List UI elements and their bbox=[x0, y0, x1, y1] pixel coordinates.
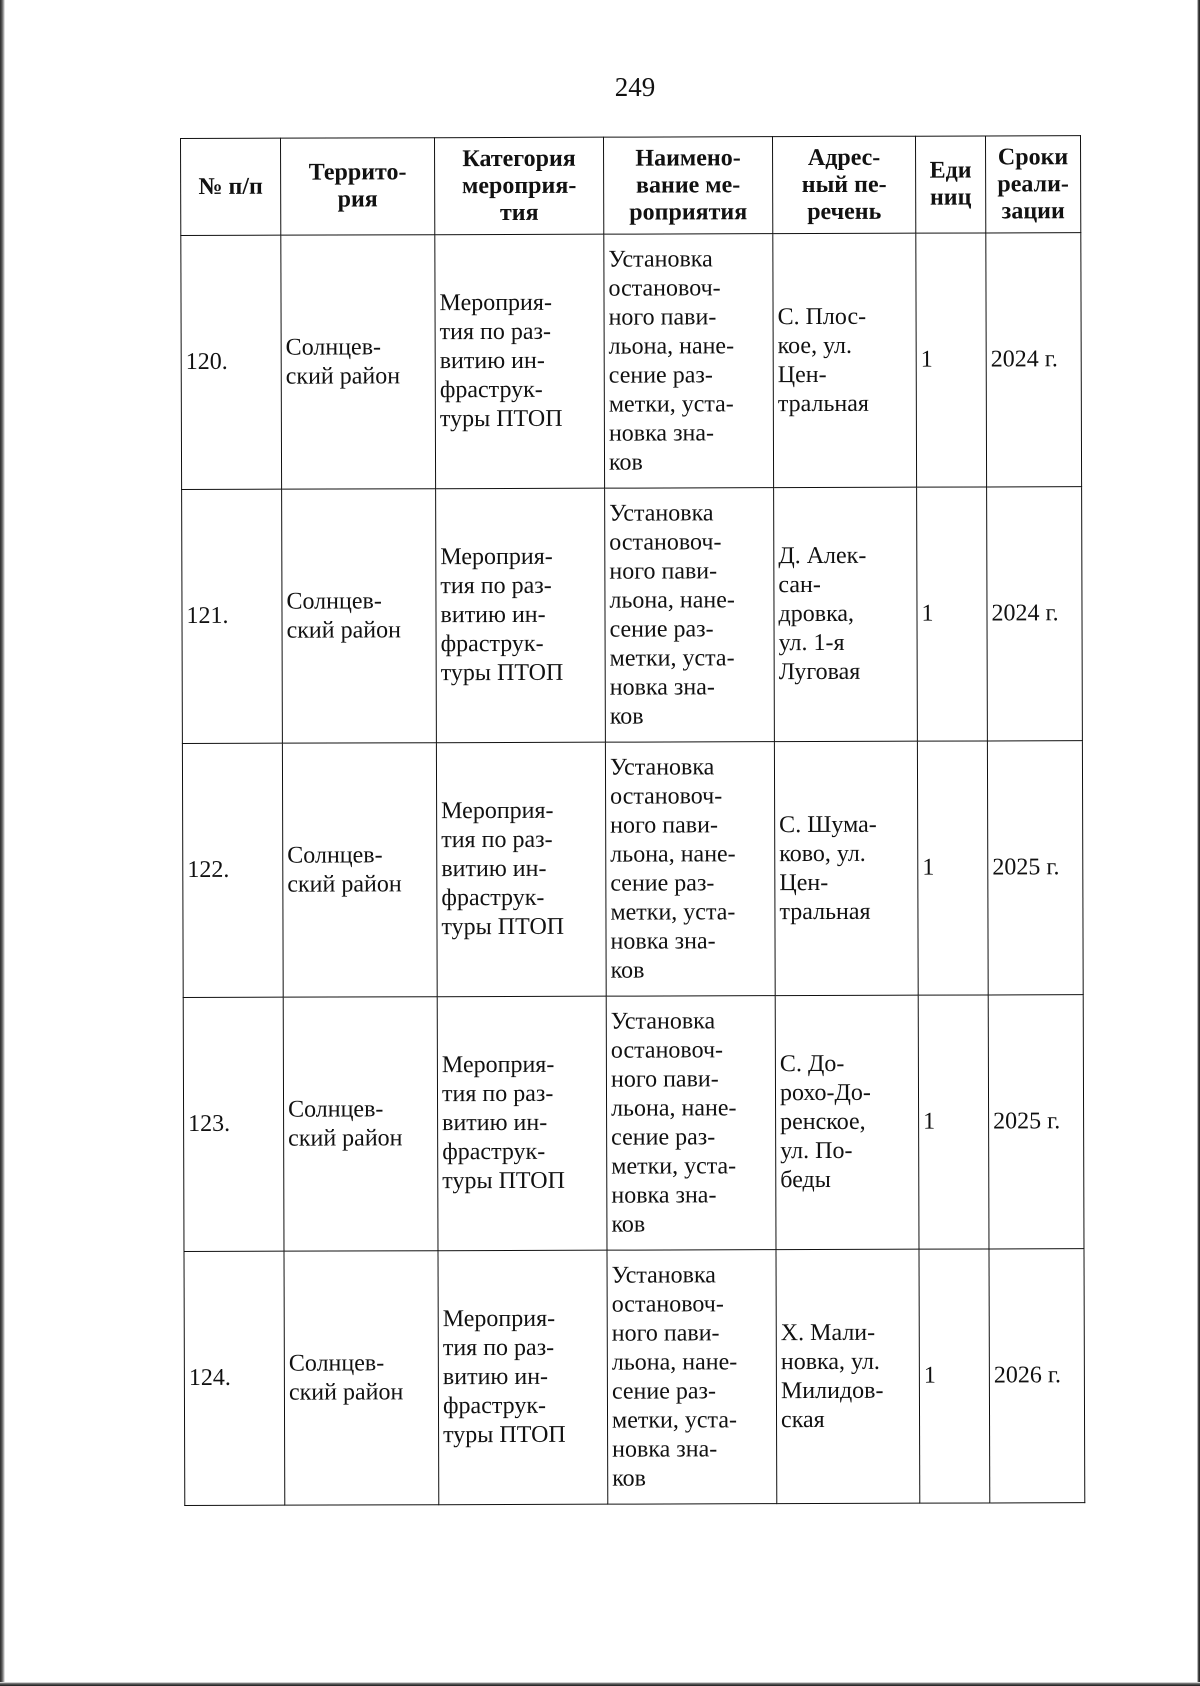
cell-event-name: Установка остановоч- ного пави- льона, нане- сение раз- метки, уста- новка зна- ков bbox=[607, 1250, 777, 1505]
cell-term: 2024 г. bbox=[987, 487, 1083, 741]
header-term: Сроки реали- зации bbox=[985, 136, 1080, 233]
cell-address: С. Плос- кое, ул. Цен- тральная bbox=[773, 233, 917, 487]
cell-category: Мероприя- тия по раз- витию ин- фраструк- туры ПТОП bbox=[437, 996, 607, 1251]
cell-territory: Солнцев- ский район bbox=[282, 489, 437, 743]
cell-category: Мероприя- тия по раз- витию ин- фраструк- туры ПТОП bbox=[436, 742, 606, 997]
cell-territory: Солнцев- ский район bbox=[281, 235, 436, 489]
table-row bbox=[184, 1249, 1085, 1506]
events-table bbox=[180, 135, 1085, 1506]
cell-number: 124. bbox=[184, 1251, 285, 1505]
cell-address: С. Шума- ково, ул. Цен- тральная bbox=[774, 741, 918, 995]
header-territory: Террито- рия bbox=[281, 138, 435, 235]
cell-units: 1 bbox=[917, 741, 988, 995]
cell-term: 2026 г. bbox=[989, 1249, 1085, 1503]
cell-units: 1 bbox=[919, 1249, 990, 1503]
cell-address: Х. Мали- новка, ул. Милидов- ская bbox=[776, 1249, 920, 1503]
cell-number: 121. bbox=[182, 489, 283, 743]
header-address: Адрес- ный пе- речень bbox=[772, 136, 915, 233]
cell-event-name: Установка остановоч- ного пави- льона, нане- сение раз- метки, уста- новка зна- ков bbox=[605, 488, 775, 743]
cell-category: Мероприя- тия по раз- витию ин- фраструк- туры ПТОП bbox=[438, 1250, 608, 1505]
table-row bbox=[183, 995, 1084, 1252]
cell-territory: Солнцев- ский район bbox=[283, 997, 438, 1251]
cell-category: Мероприя- тия по раз- витию ин- фраструк- туры ПТОП bbox=[435, 234, 605, 489]
table-row bbox=[182, 487, 1083, 744]
header-units: Еди ниц bbox=[915, 136, 985, 233]
cell-units: 1 bbox=[916, 233, 987, 487]
header-event-name: Наимено- вание ме- роприятия bbox=[603, 137, 772, 235]
scan-edge-left bbox=[0, 0, 5, 1686]
cell-term: 2025 г. bbox=[988, 995, 1084, 1249]
header-category: Категория мероприя- тия bbox=[435, 137, 604, 235]
cell-number: 123. bbox=[183, 997, 284, 1251]
cell-address: С. До- рохо-До- ренское, ул. По- беды bbox=[775, 995, 919, 1249]
table-row bbox=[181, 233, 1082, 490]
cell-term: 2024 г. bbox=[986, 233, 1082, 487]
cell-number: 122. bbox=[182, 743, 283, 997]
scan-edge-bottom bbox=[0, 1682, 1200, 1686]
page-number: 249 bbox=[614, 72, 656, 102]
cell-units: 1 bbox=[917, 487, 988, 741]
cell-territory: Солнцев- ский район bbox=[284, 1251, 439, 1505]
cell-category: Мероприя- тия по раз- витию ин- фраструк- туры ПТОП bbox=[436, 488, 606, 743]
table-header-row bbox=[181, 136, 1081, 236]
header-number: № п/п bbox=[181, 138, 281, 235]
cell-territory: Солнцев- ский район bbox=[282, 743, 437, 997]
table-row bbox=[182, 741, 1083, 998]
cell-event-name: Установка остановоч- ного пави- льона, нане- сение раз- метки, уста- новка зна- ков bbox=[605, 742, 775, 997]
cell-number: 120. bbox=[181, 235, 282, 489]
cell-event-name: Установка остановоч- ного пави- льона, нане- сение раз- метки, уста- новка зна- ков bbox=[606, 996, 776, 1251]
cell-term: 2025 г. bbox=[987, 741, 1083, 995]
cell-units: 1 bbox=[918, 995, 989, 1249]
cell-event-name: Установка остановоч- ного пави- льона, нане- сение раз- метки, уста- новка зна- ков bbox=[604, 234, 774, 489]
cell-address: Д. Алек- сан- дровка, ул. 1-я Луговая bbox=[774, 487, 918, 741]
